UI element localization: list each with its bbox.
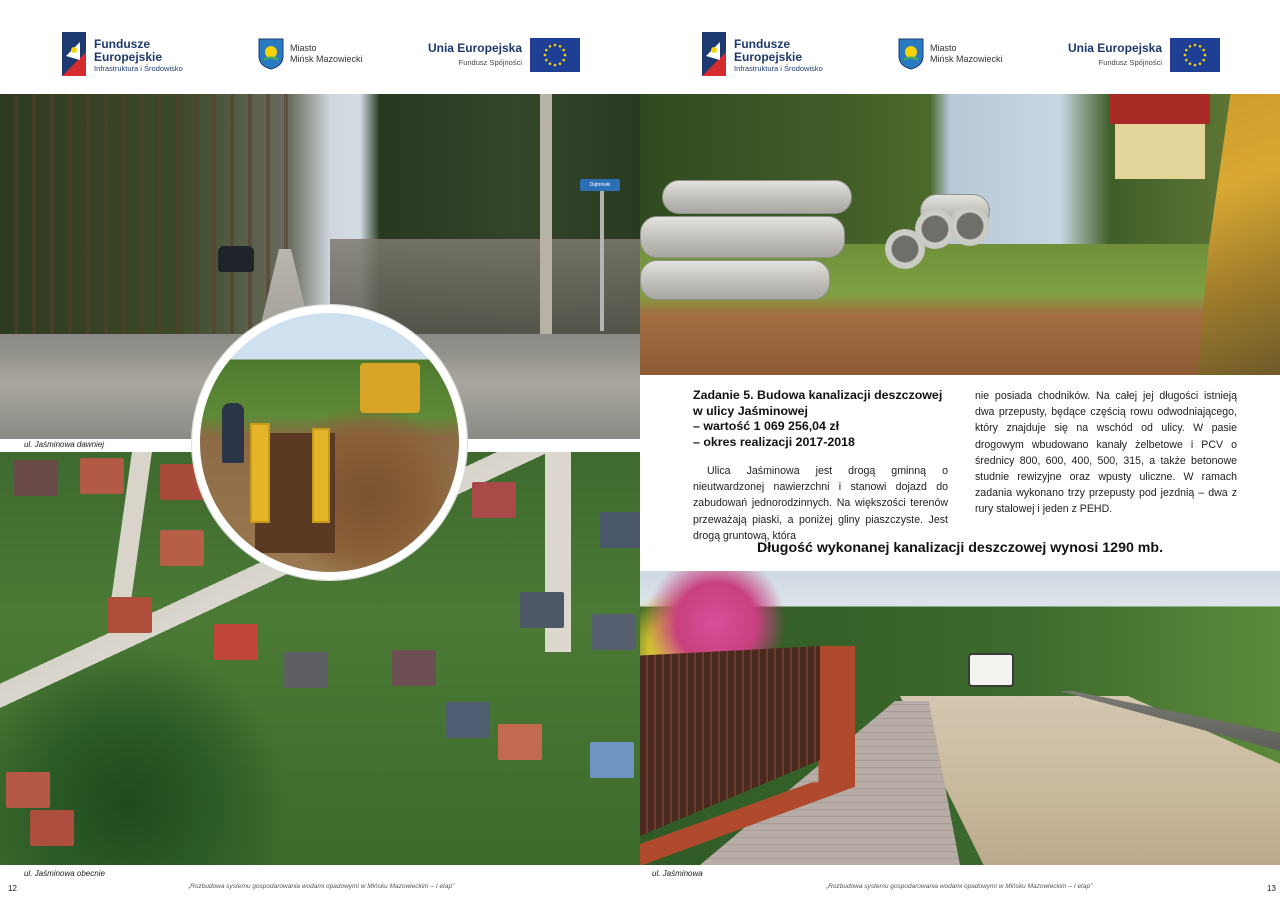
roof-house — [214, 624, 258, 660]
roof-house — [520, 592, 564, 628]
caption-right: ul. Jaśminowa — [652, 869, 703, 878]
fundusze-europejskie-logo — [702, 32, 862, 76]
utility-pole — [540, 94, 552, 334]
city-crest-icon — [258, 38, 284, 70]
concrete-pipe — [662, 180, 852, 214]
fundusze-europejskie-logo — [62, 32, 222, 76]
fe-line1: Fundusze — [94, 37, 150, 51]
mm-line1: Miasto — [290, 43, 317, 53]
minsk-mazowiecki-logo — [898, 38, 1018, 70]
task-value: – wartość 1 069 256,04 zł — [693, 419, 840, 433]
mm-line2: Mińsk Mazowiecki — [930, 53, 1003, 64]
fe-line1: Fundusze — [734, 37, 790, 51]
roof-house — [590, 742, 634, 778]
photo-new-sidewalk — [640, 571, 1280, 865]
task-period: – okres realizacji 2017-2018 — [693, 434, 855, 449]
skid-loader — [968, 653, 1014, 687]
fe-sub: Infrastruktura i Środowisko — [734, 64, 823, 74]
article-column-right — [975, 388, 1237, 518]
ue-title: Unia Europejska — [427, 41, 522, 55]
signpost — [600, 191, 604, 331]
caption-before: ul. Jaśminowa dawniej — [24, 440, 105, 449]
fe-line2: Europejskie — [734, 49, 803, 64]
gravel-roadbed — [900, 696, 1280, 865]
ue-sub: Fundusz Spójności — [1098, 58, 1162, 67]
street-sign — [580, 179, 620, 191]
concrete-pipe — [640, 216, 845, 258]
article-column-left — [693, 388, 948, 544]
page-number-right: 13 — [1267, 884, 1276, 893]
city-crest-icon — [898, 38, 924, 70]
minsk-mazowiecki-logo — [258, 38, 378, 70]
forest-trunks — [0, 94, 300, 334]
fe-flag-icon — [62, 32, 86, 76]
paragraph-1: Ulica Jaśminowa jest drogą gminną o nieutwardzonej nawierzchni i stanowi dojazd do zabudowań jednorodzinnych. Na większości terenów przeważają piaski, a poniżej gliny piaszczyste. Jest drogą gruntową, która — [693, 465, 948, 542]
fe-sub: Infrastruktura i Środowisko — [94, 64, 183, 74]
trench-shoring — [312, 428, 330, 523]
paragraph-2: nie posiada chodników. Na całej jej długości istnieją dwa przepusty, będące częścią rowu odwodniającego, który znajduje się na wschód od ulicy. W pasie drogowym wbudowano kanały żelbetowe i PCV o średnicy 800, 600, 400, 500, 315, a także betonowe studnie rewizyjne oraz wpusty uliczne. W ramach zadania wykonano trzy przepusty pod jezdnią – dwa z rury stalowej i jeden z PEHD. — [975, 390, 1237, 516]
summary-line: Długość wykonanej kanalizacji deszczowej wynosi 1290 mb. — [756, 540, 1164, 556]
page-number-left: 12 — [8, 884, 17, 893]
roof-house — [592, 614, 636, 650]
roof-house — [160, 530, 204, 566]
pipe-end — [915, 209, 955, 249]
mm-line2: Mińsk Mazowiecki — [290, 53, 363, 64]
logo-bar-right — [640, 28, 1280, 80]
fe-line2: Europejskie — [94, 49, 163, 64]
house-roof — [1110, 94, 1210, 124]
photo-circle-trench-work — [192, 305, 467, 580]
excavator — [360, 363, 420, 413]
photo-concrete-pipes — [640, 94, 1280, 375]
parked-car — [218, 246, 254, 272]
unia-europejska-logo — [427, 38, 580, 72]
caption-after: ul. Jaśminowa obecnie — [24, 869, 105, 878]
street-sign-text: Dąbrówki — [589, 182, 611, 188]
roof-house — [498, 724, 542, 760]
unia-europejska-logo — [1067, 38, 1220, 72]
roof-house — [30, 810, 74, 846]
ue-sub: Fundusz Spójności — [458, 58, 522, 67]
eu-flag-icon — [1170, 38, 1220, 72]
roof-house — [6, 772, 50, 808]
eu-flag-icon — [530, 38, 580, 72]
worker — [222, 403, 244, 463]
article-task-5 — [693, 388, 1243, 542]
footer-left: „Rozbudowa systemu gospodarowania wodami opadowymi w Mińsku Mazowieckim – I etap” — [188, 883, 455, 890]
roof-house — [108, 597, 152, 633]
trench-shoring — [250, 423, 270, 523]
roof-house — [600, 512, 640, 548]
roof-house — [472, 482, 516, 518]
mm-line1: Miasto — [930, 43, 957, 53]
pipe-end — [950, 206, 990, 246]
roof-house — [392, 650, 436, 686]
ue-title: Unia Europejska — [1067, 41, 1162, 55]
concrete-pipe — [640, 260, 830, 300]
roof-house — [446, 702, 490, 738]
task-title: Zadanie 5. Budowa kanalizacji deszczowej w ulicy Jaśminowej — [693, 388, 943, 418]
footer-right: „Rozbudowa systemu gospodarowania wodami opadowymi w Mińsku Mazowieckim – I etap” — [826, 883, 1093, 890]
roof-house — [80, 458, 124, 494]
roof-house — [14, 460, 58, 496]
logo-bar-left — [0, 28, 640, 80]
fe-flag-icon — [702, 32, 726, 76]
roof-house — [284, 652, 328, 688]
